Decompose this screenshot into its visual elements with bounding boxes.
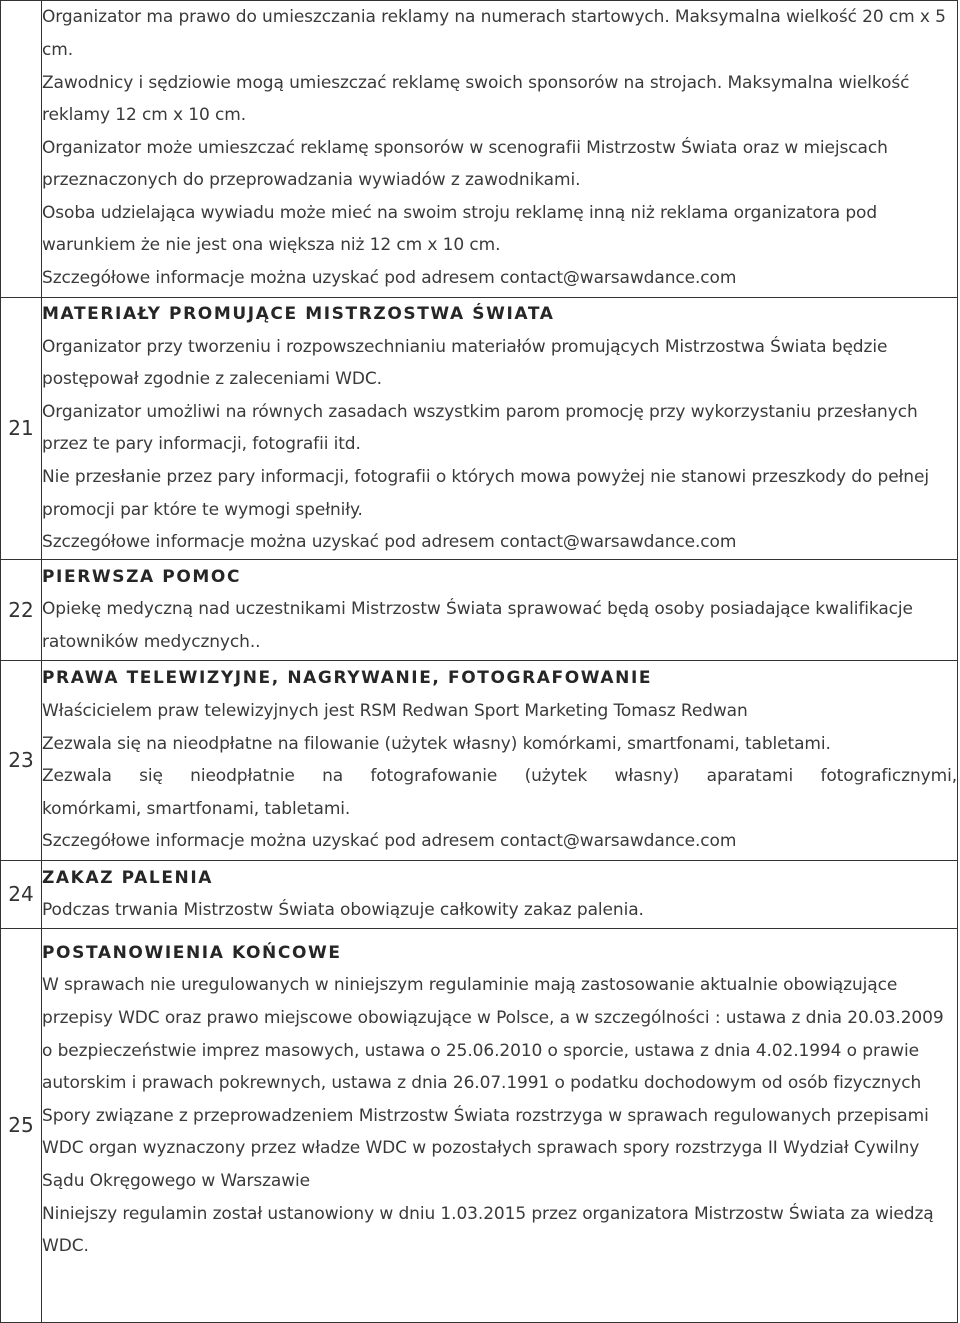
- paragraph: Organizator przy tworzeniu i rozpowszechnianiu materiałów promujących Mistrzostwa Świata będzie postępował zgodnie z zaleceniami WDC.: [42, 336, 888, 390]
- section-number: 23: [1, 660, 42, 860]
- paragraph: Szczegółowe informacje można uzyskać pod adresem contact@warsawdance.com: [42, 831, 737, 852]
- paragraph: Podczas trwania Mistrzostw Świata obowiązuje całkowity zakaz palenia.: [42, 900, 644, 921]
- section-content: [42, 298, 958, 560]
- section-title: ZAKAZ PALENIA: [42, 867, 214, 888]
- section-title: PIERWSZA POMOC: [42, 566, 242, 587]
- section-number: 22: [1, 559, 42, 660]
- paragraph: Nie przesłanie przez pary informacji, fotografii o których mowa powyżej nie stanowi przeszkody do pełnej promocji par które te wymogi spełniły.: [42, 466, 929, 520]
- table-row: [1, 860, 958, 928]
- section-content: [42, 928, 958, 1322]
- section-title: PRAWA TELEWIZYJNE, NAGRYWANIE, FOTOGRAFOWANIE: [42, 668, 653, 689]
- section-number: [1, 1, 42, 298]
- table-row: [1, 660, 958, 860]
- table-row: [1, 928, 958, 1322]
- paragraph: Organizator ma prawo do umieszczania reklamy na numerach startowych. Maksymalna wielkość 20 cm x 5 cm.: [42, 7, 946, 60]
- paragraph: Organizator może umieszczać reklamę sponsorów w scenografii Mistrzostw Świata oraz w miejscach przeznaczonych do przeprowadzania wywiadów z zawodnikami.: [42, 137, 888, 191]
- paragraph: Spory związane z przeprowadzeniem Mistrzostw Świata rozstrzyga w sprawach regulowanych przepisami WDC organ wyznaczony przez władze WDC w pozostałych sprawach spory rozstrzyga II Wydział Cywilny Sądu Okręgowego w Warszawie: [42, 1105, 929, 1191]
- section-content: [42, 660, 958, 860]
- paragraph: Opiekę medyczną nad uczestnikami Mistrzostw Świata sprawować będą osoby posiadające kwalifikacje ratowników medycznych..: [42, 599, 913, 653]
- table-row: [1, 1, 958, 298]
- paragraph: Właścicielem praw telewizyjnych jest RSM Redwan Sport Marketing Tomasz Redwan: [42, 701, 748, 722]
- section-number: 24: [1, 860, 42, 928]
- paragraph: Zezwala się na nieodpłatne na filowanie (użytek własny) komórkami, smartfonami, tabletami.: [42, 733, 831, 754]
- paragraph: Zezwala się nieodpłatnie na fotografowanie (użytek własny) aparatami fotograficznymi,: [42, 766, 957, 787]
- section-number: 25: [1, 928, 42, 1322]
- table-row: [1, 559, 958, 660]
- paragraph: Szczegółowe informacje można uzyskać pod adresem contact@warsawdance.com: [42, 532, 737, 553]
- paragraph: Zawodnicy i sędziowie mogą umieszczać reklamę swoich sponsorów na strojach. Maksymalna wielkość reklamy 12 cm x 10 cm.: [42, 72, 910, 126]
- section-number: 21: [1, 298, 42, 560]
- paragraph: Niniejszy regulamin został ustanowiony w dniu 1.03.2015 przez organizatora Mistrzostw Świata za wiedzą WDC.: [42, 1203, 934, 1257]
- section-title: POSTANOWIENIA KOŃCOWE: [42, 942, 342, 963]
- paragraph: W sprawach nie uregulowanych w niniejszym regulaminie mają zastosowanie aktualnie obowiązujące przepisy WDC oraz prawo miejscowe obowiązujące w Polsce, a w szczególności : ustawa z dnia 20.03.2009 o bezpieczeństwie imprez masowych, ustawa o 25.06.2010 o sporcie, ustawa z dnia 4.02.1994 o prawie autorskim i prawach pokrewnych, ustawa z dnia 26.07.1991 o podatku dochodowym od osób fizycznych: [42, 975, 944, 1094]
- section-content: [42, 860, 958, 928]
- section-content: [42, 559, 958, 660]
- section-content: [42, 1, 958, 298]
- table-row: [1, 298, 958, 560]
- paragraph: Osoba udzielająca wywiadu może mieć na swoim stroju reklamę inną niż reklama organizatora pod warunkiem że nie jest ona większa niż 12 cm x 10 cm.: [42, 202, 878, 256]
- paragraph: komórkami, smartfonami, tabletami.: [42, 798, 351, 819]
- paragraph: Szczegółowe informacje można uzyskać pod adresem contact@warsawdance.com: [42, 268, 737, 289]
- paragraph: Organizator umożliwi na równych zasadach wszystkim parom promocję przy wykorzystaniu przesłanych przez te pary informacji, fotografii itd.: [42, 401, 918, 455]
- section-title: MATERIAŁY PROMUJĄCE MISTRZOSTWA ŚWIATA: [42, 304, 555, 324]
